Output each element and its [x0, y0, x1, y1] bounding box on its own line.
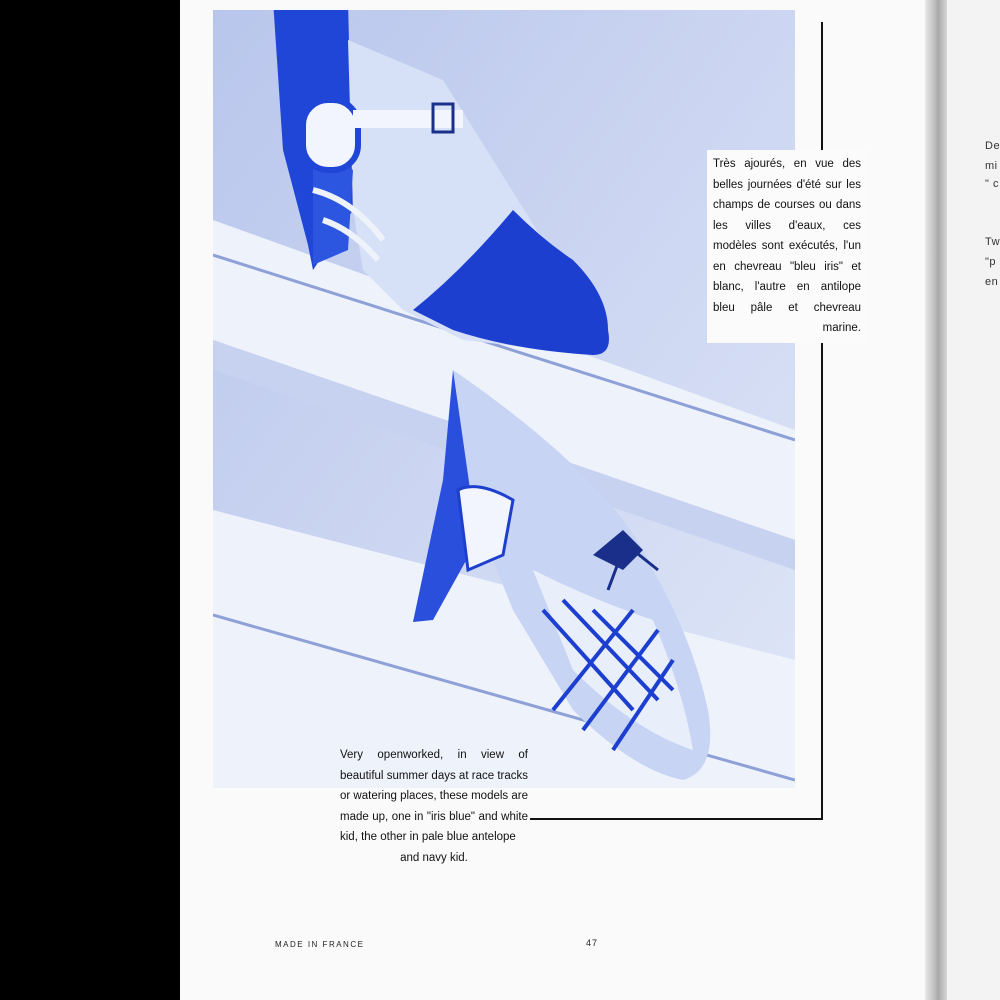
vertical-rule: [821, 22, 823, 820]
page-number: 47: [586, 938, 599, 948]
facing-fragment: De: [985, 140, 1000, 152]
english-caption-last-line: and navy kid.: [400, 851, 468, 864]
scan-background-left: [0, 0, 180, 1000]
facing-fragment: en: [985, 276, 999, 288]
english-caption: [340, 745, 528, 868]
facing-fragment: Tw: [985, 236, 1000, 248]
english-caption-main: Very openworked, in view of beautiful summer days at race tracks or watering places, these models are made up, one in "iris blue" and white kid, the other in pale blue antelope: [340, 749, 528, 843]
facing-page: [947, 0, 1000, 1000]
facing-fragment: mi: [985, 160, 998, 172]
magazine-page: [180, 0, 925, 1000]
footer-label: MADE IN FRANCE: [275, 940, 365, 949]
facing-fragment: "p: [985, 256, 997, 268]
horizontal-rule: [530, 818, 823, 820]
shoes-photograph: [213, 10, 795, 788]
book-gutter: [925, 0, 947, 1000]
french-caption: Très ajourés, en vue des belles journées d'été sur les champs de courses ou dans les villes d'eaux, ces modèles sont exécutés, l'un en chevreau "bleu iris" et blanc, l'autre en antilope bleu pâle et chevreau marine.: [707, 150, 867, 343]
facing-fragment: " c: [985, 178, 999, 190]
